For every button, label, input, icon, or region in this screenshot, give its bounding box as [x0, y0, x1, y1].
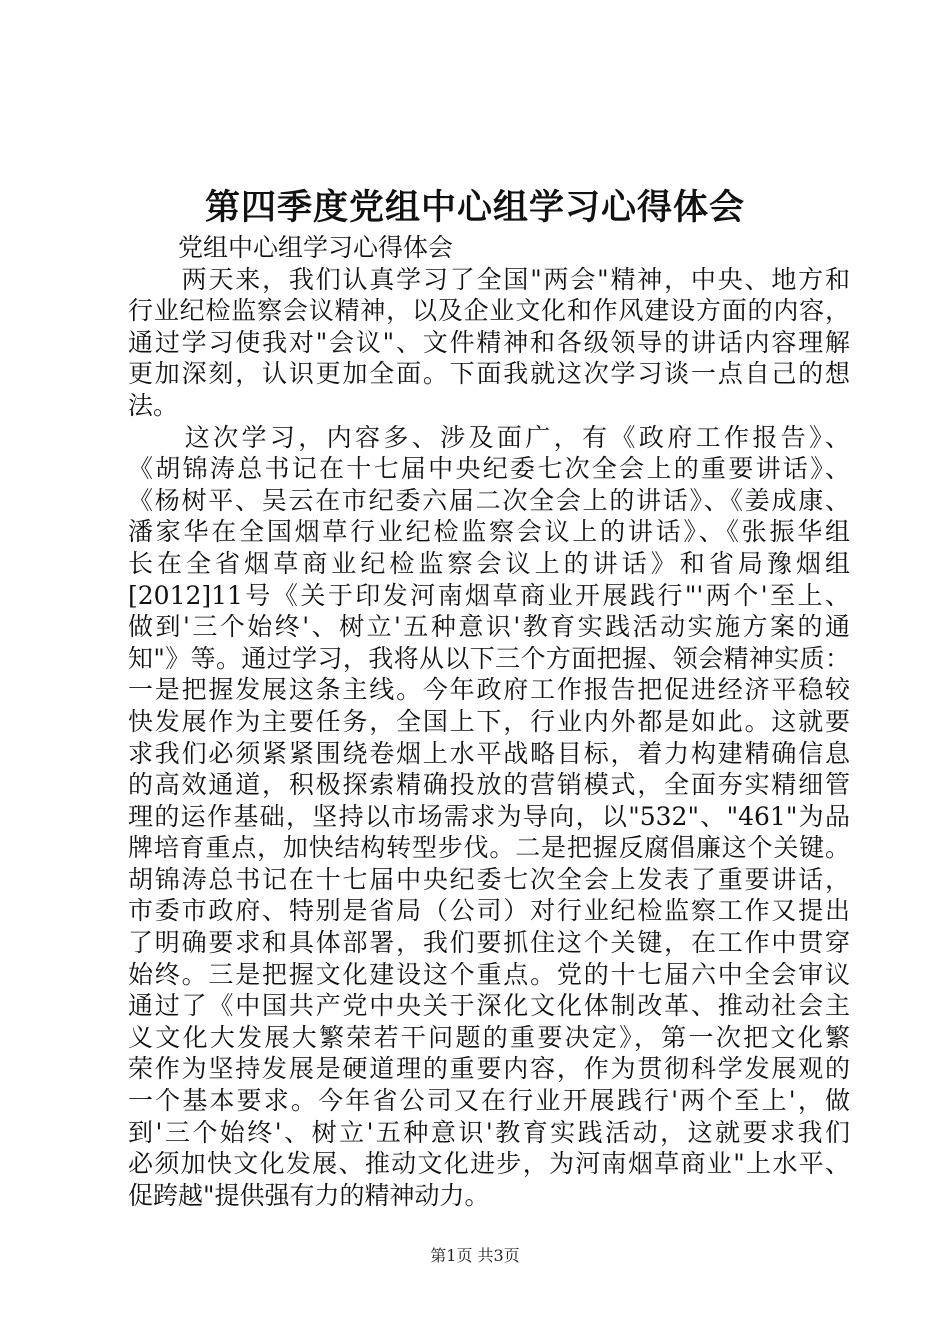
body-line: 促跨越"提供强有力的精神动力。: [128, 1180, 490, 1210]
body-line: 一个基本要求。今年省公司又在行业开展践行'两个至上'，做: [128, 1086, 850, 1116]
body-line: 知"》等。通过学习，我将从以下三个方面把握、领会精神实质：: [128, 643, 850, 673]
body-line: 通过了《中国共产党中央关于深化文化体制改革、推动社会主: [128, 991, 850, 1021]
body-line: 义文化大发展大繁荣若干问题的重要决定》，第一次把文化繁: [128, 1022, 850, 1052]
body-line: 到'三个始终'、树立'五种意识'教育实践活动，这就要求我们: [128, 1117, 850, 1147]
body-line: 长在全省烟草商业纪检监察会议上的讲话》和省局豫烟组: [128, 548, 850, 578]
body-line: 快发展作为主要任务，全国上下，行业内外都是如此。这就要: [128, 706, 850, 736]
body-line: 市委市政府、特别是省局（公司）对行业纪检监察工作又提出: [128, 896, 850, 926]
body-line: 法。: [128, 390, 179, 420]
body-line: 必须加快文化发展、推动文化进步，为河南烟草商业"上水平、: [128, 1149, 850, 1179]
body-line: 《胡锦涛总书记在十七届中央纪委七次全会上的重要讲话》、: [128, 454, 850, 484]
body-line: 牌培育重点，加快结构转型步伐。二是把握反腐倡廉这个关键。: [128, 833, 850, 863]
page-footer: 第1页 共3页: [430, 1246, 520, 1265]
body-line: 理的运作基础，坚持以市场需求为导向，以"532"、"461"为品: [128, 801, 850, 831]
body-line: 胡锦涛总书记在十七届中央纪委七次全会上发表了重要讲话，: [128, 864, 850, 894]
body-line: 始终。三是把握文化建设这个重点。党的十七届六中全会审议: [128, 959, 850, 989]
body-line: 的高效通道，积极探索精确投放的营销模式，全面夯实精细管: [128, 770, 850, 800]
body-line: 通过学习使我对"会议"、文件精神和各级领导的讲话内容理解: [128, 327, 850, 357]
body-line: 了明确要求和具体部署，我们要抓住这个关键，在工作中贯穿: [128, 928, 850, 958]
body-line: 一是把握发展这条主线。今年政府工作报告把促进经济平稳较: [128, 675, 850, 705]
body-line: 潘家华在全国烟草行业纪检监察会议上的讲话》、《张振华组: [128, 517, 850, 547]
body-line: 更加深刻，认识更加全面。下面我就这次学习谈一点自己的想: [128, 359, 850, 389]
body-line: 两天来，我们认真学习了全国"两会"精神，中央、地方和: [128, 264, 850, 294]
body-line: 做到'三个始终'、树立'五种意识'教育实践活动实施方案的通: [128, 612, 850, 642]
document-body: [128, 232, 850, 1211]
body-line: 荣作为坚持发展是硬道理的重要内容，作为贯彻科学发展观的: [128, 1054, 850, 1084]
body-line: 求我们必须紧紧围绕卷烟上水平战略目标，着力构建精确信息: [128, 738, 850, 768]
body-line: 党组中心组学习心得体会: [128, 233, 454, 262]
body-line: 《杨树平、吴云在市纪委六届二次全会上的讲话》、《姜成康、: [128, 485, 850, 515]
body-line: 行业纪检监察会议精神，以及企业文化和作风建设方面的内容，: [128, 296, 850, 326]
document-title: 第四季度党组中心组学习心得体会: [204, 187, 745, 228]
body-line: 这次学习，内容多、涉及面广，有《政府工作报告》、: [128, 422, 850, 452]
body-line: [2012]11号《关于印发河南烟草商业开展践行"'两个'至上、: [128, 580, 850, 610]
